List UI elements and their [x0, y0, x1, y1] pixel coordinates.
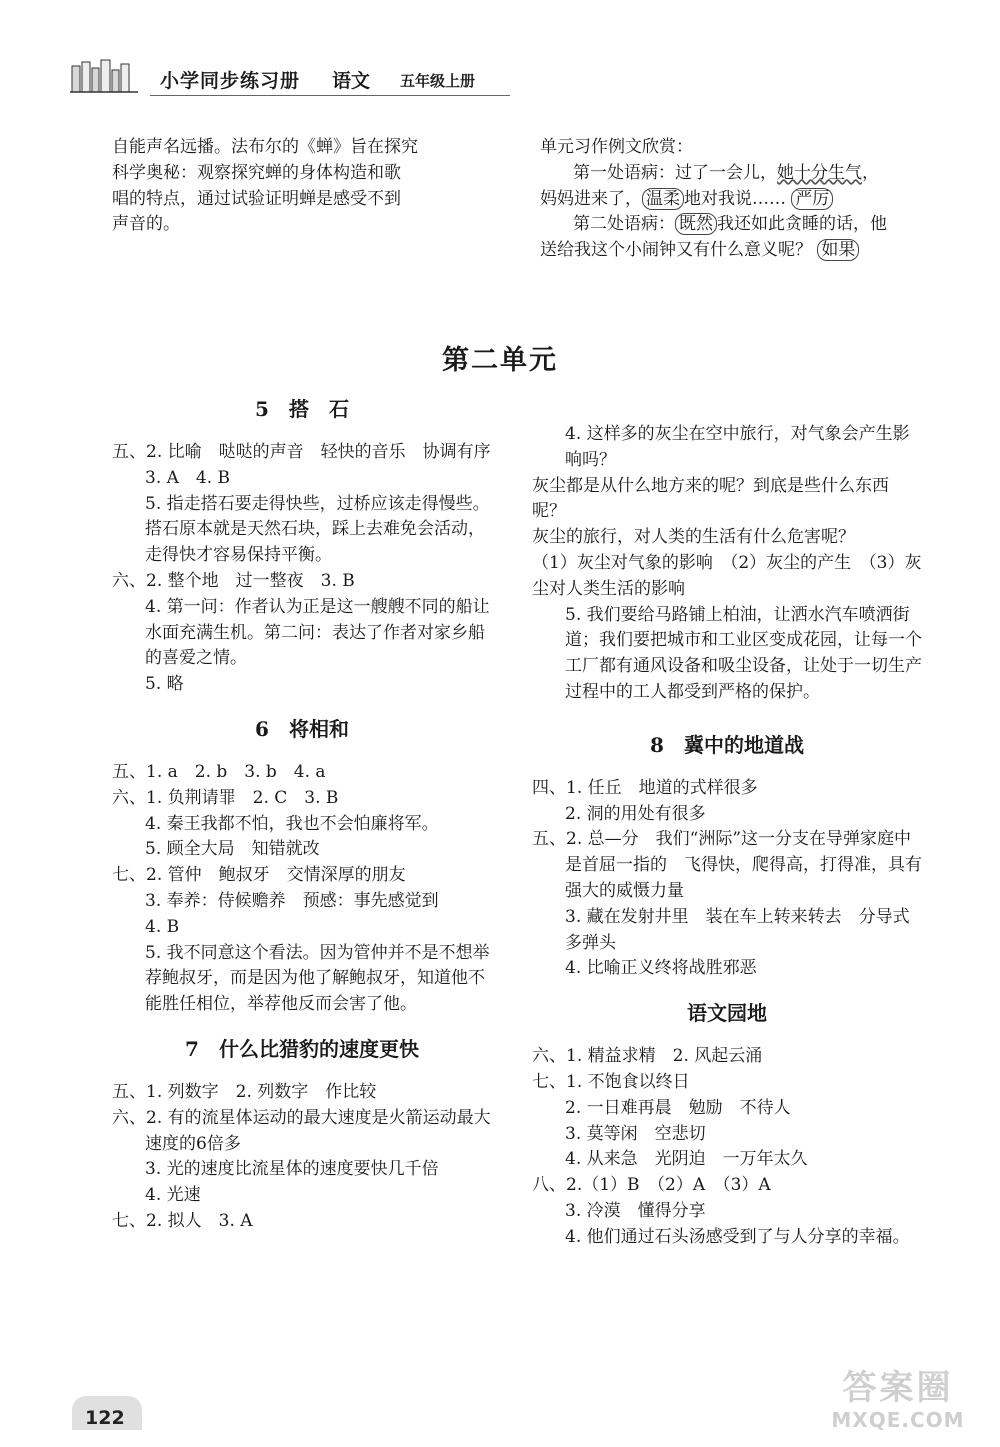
correction-word: 严厉 [791, 188, 833, 210]
answer-line: 2. 一日难再晨 勉励 不待人 [565, 1097, 791, 1118]
header-divider [150, 95, 510, 96]
book-title: 小学同步练习册 [160, 70, 301, 92]
answer-line: 七、2. 拟人 3. A [112, 1210, 253, 1231]
books-logo-icon [70, 58, 140, 94]
text-line: 自能声名远播。法布尔的《蝉》旨在探究 [112, 137, 418, 157]
answer-line: 六、2. 有的流星体运动的最大速度是火箭运动最大速度的6倍多 [112, 1107, 491, 1154]
answer-line: 六、1. 负荆请罪 2. C 3. B [112, 787, 339, 808]
lesson-5-title: 5 搭 石 [255, 397, 349, 421]
answer-line: 3. 冷漠 懂得分享 [565, 1200, 706, 1221]
answer-line: 3. 光的速度比流星体的速度要快几千倍 [145, 1159, 439, 1180]
lesson-8-title: 8 冀中的地道战 [650, 732, 804, 757]
page-header [70, 58, 510, 98]
watermark-logo: 答案圈 [842, 1368, 954, 1408]
page-number: 122 [85, 1407, 125, 1429]
answer-line: 2. 洞的用处有很多 [565, 803, 706, 824]
lesson-6-title: 6 将相和 [255, 716, 349, 741]
answer-line: 3. 奉养：侍候赡养 预感：事先感觉到 [145, 890, 439, 911]
error-line-2: 妈妈进来了， 温柔 地对我说…… 严厉 [540, 187, 920, 213]
answer-line: 灰尘的旅行，对人类的生活有什么危害呢？ [532, 527, 855, 548]
answer-line: 4. 从来急 光阴迫 一万年太久 [565, 1149, 808, 1170]
answer-line: 4. 第一问：作者认为正是这一艘艘不同的船让水面充满生机。第二问：表达了作者对家乡船的喜爱之情。 [145, 596, 490, 669]
answer-line: （1）灰尘对气象的影响 （2）灰尘的产生 （3）灰尘对人类生活的影响 [532, 552, 922, 599]
marked-phrase: 她十分生气 [777, 162, 862, 183]
answer-line: 五、1. a 2. b 3. b 4. a [112, 761, 326, 782]
grade-label: 五年级上册 [400, 72, 476, 90]
top-left-continuation [112, 135, 492, 238]
answer-line: 七、2. 管仲 鲍叔牙 交情深厚的朋友 [112, 865, 406, 886]
subject-label: 语文 [332, 70, 371, 92]
answer-line: 5. 略 [145, 674, 184, 695]
text-line: 声音的。 [112, 214, 180, 235]
answer-line: 4. B [145, 916, 180, 937]
top-right-example [540, 135, 920, 264]
answer-line: 五、2. 比喻 哒哒的声音 轻快的音乐 协调有序 [112, 442, 491, 462]
text-line: 唱的特点，通过试验证明蝉是感受不到 [112, 188, 401, 209]
answer-line: 5. 我们要给马路铺上柏油，让洒水汽车喷洒街道；我们要把城市和工业区变成花园，让每一个工厂都有通风设备和吸尘设备，让处于一切生产过程中的工人都受到严格的保护。 [565, 604, 922, 702]
answer-line: 4. 他们通过石头汤感受到了与人分享的幸福。 [565, 1226, 910, 1247]
correction-word: 如果 [817, 239, 859, 261]
answer-line: 六、2. 整个地 过一整夜 3. B [112, 570, 355, 591]
error-line-1: 第一处语病：过了一会儿，她十分生气， [573, 162, 879, 183]
answer-line: 灰尘都是从什么地方来的呢？到底是些什么东西呢？ [532, 475, 889, 522]
answer-line: 四、1. 任丘 地道的式样很多 [532, 777, 758, 798]
answer-line: 5. 我不同意这个看法。因为管仲并不是不想举荐鲍叔牙，而是因为他了解鲍叔牙，知道他不能胜任相位，举荐他反而会害了他。 [145, 942, 490, 1015]
unit-title: 第二单元 [442, 345, 558, 376]
answer-line: 八、2.（1）B （2）A （3）A [532, 1175, 771, 1196]
circled-word: 温柔 [642, 188, 684, 210]
error-line-3: 第二处语病： 既然 我还如此贪睡的话，他 [573, 214, 887, 235]
watermark-url: MXQE.COM [831, 1408, 965, 1432]
answer-line: 3. 藏在发射井里 装在车上转来转去 分导式多弹头 [565, 906, 910, 953]
answer-line: 五、1. 列数字 2. 列数字 作比较 [112, 1081, 377, 1102]
answer-line: 六、1. 精益求精 2. 风起云涌 [532, 1046, 763, 1067]
answer-line: 七、1. 不饱食以终日 [532, 1071, 690, 1092]
answer-line: 4. 比喻正义终将战胜邪恶 [565, 958, 757, 979]
lesson-7-title: 7 什么比猎豹的速度更快 [185, 1036, 419, 1061]
answer-line: 4. 秦王我都不怕，我也不会怕廉将军。 [145, 813, 439, 834]
answer-line: 3. A 4. B [145, 467, 231, 488]
answer-line: 4. 这样多的灰尘在空中旅行，对气象会产生影响吗？ [565, 424, 910, 470]
answer-line: 4. 光速 [145, 1185, 201, 1206]
site-watermark [818, 1367, 978, 1437]
error-line-4: 送给我这个小闹钟又有什么意义呢？ 如果 [540, 238, 920, 264]
example-heading: 单元习作例文欣赏： [540, 137, 693, 157]
text-line: 科学奥秘：观察探究蝉的身体构造和歌 [112, 162, 401, 183]
right-column [532, 422, 922, 1251]
answer-line: 3. 莫等闲 空悲切 [565, 1123, 706, 1144]
answer-line: 五、2. 总—分 我们“洲际”这一分支在导弹家庭中是首屈一指的 飞得快，爬得高，打得准，具有强大的威慑力量 [532, 829, 922, 901]
answer-line: 5. 指走搭石要走得快些，过桥应该走得慢些。搭石原本就是天然石块，踩上去难免会活动，走得快才容易保持平衡。 [145, 493, 490, 566]
yuwen-yuandi-title: 语文园地 [687, 1001, 767, 1026]
circled-word: 既然 [675, 213, 717, 235]
left-column [112, 392, 492, 1235]
answer-line: 5. 顾全大局 知错就改 [145, 839, 320, 860]
